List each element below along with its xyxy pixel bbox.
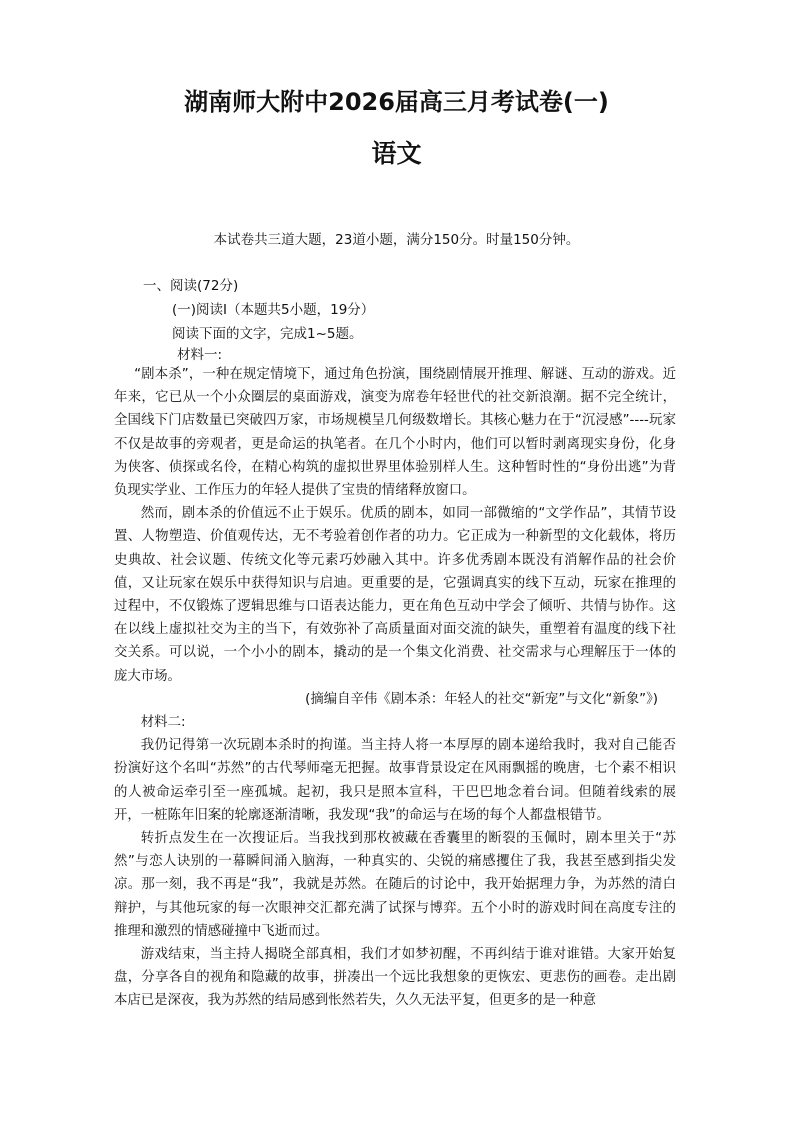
material2-paragraph: 游戏结束，当主持人揭晓全部真相，我们才如梦初醒，不再纠结于谁对谁错。大家开始复盘，分享各自的视角和隐藏的故事，拼凑出一个远比我想象的更恢宏、更悲伤的画卷。走出剧本店已是深夜，我为苏然的结局感到怅然若失，久久无法平复，但更多的是一种意 [114, 947, 676, 1009]
material2-paragraph: 转折点发生在一次搜证后。当我找到那枚被藏在香囊里的断裂的玉佩时，剧本里关于“苏然”与恋人诀别的一幕瞬间涌入脑海，一种真实的、尖锐的痛感攫住了我，我甚至感到指尖发凉。那一刻，我不再是“我”，我就是苏然。在随后的讨论中，我开始据理力争，为苏然的清白辩护，与其他玩家的每一次眼神交汇都充满了试探与博弈。五个小时的游戏时间在高度专注的推理和激烈的情感碰撞中飞逝而过。 [114, 831, 676, 939]
material1-source: (摘编自辛伟《剧本杀：年轻人的社交“新宠”与文化“新象”》) [305, 691, 658, 707]
exam-info: 本试卷共三道大题，23道小题，满分150分。时量150分钟。 [213, 232, 580, 248]
material1-paragraph: “剧本杀”，一种在规定情境下，通过角色扮演，围绕剧情展开推理、解谜、互动的游戏。近年来，它已从一个小众圈层的桌面游戏，演变为席卷年轻世代的社交新浪潮。据不完全统计，全国线下门店数量已突破四万家，市场规模呈几何级数增长。其核心魅力在于“沉浸感”----玩家不仅是故事的旁观者，更是命运的执笔者。在几个小时内，他们可以暂时剥离现实身份，化身为侠客、侦探或名伶，在精心构筑的虚拟世界里体验别样人生。这种暂时性的“身份出逃”为背负现实学业、工作压力的年轻人提供了宝贵的情绪释放窗口。 [114, 367, 676, 499]
material1-paragraph: 然而，剧本杀的价值远不止于娱乐。优质的剧本，如同一部微缩的“文学作品”，其情节设置、人物塑造、价值观传达，无不考验着创作者的功力。它正成为一种新型的文化载体，将历史典故、社会议题、传统文化等元素巧妙融入其中。许多优秀剧本既没有消解作品的社会价值，又让玩家在娱乐中获得知识与启迪。更重要的是，它强调真实的线下互动，玩家在推理的过程中，不仅锻炼了逻辑思维与口语表达能力，更在角色互动中学会了倾听、共情与协作。这在以线上虚拟社交为主的当下，有效弥补了高质量面对面交流的缺失，重塑着有温度的线下社交关系。可以说，一个小小的剧本，撬动的是一个集文化消费、社交需求与心理解压于一体的庞大市场。 [114, 506, 676, 684]
material2-label: 材料二: [140, 715, 186, 731]
reading-instruction: 阅读下面的文字，完成1~5题。 [172, 326, 363, 342]
section-heading: 一、阅读(72分) [143, 278, 239, 294]
subject-title: 语文 [371, 139, 422, 168]
reading-body [114, 363, 676, 1013]
material2-paragraph: 我仍记得第一次玩剧本杀时的拘谨。当主持人将一本厚厚的剧本递给我时，我对自己能否扮演好这个名叫“苏然”的古代琴师毫无把握。故事背景设定在风雨飘摇的晚唐，七个素不相识的人被命运牵引至一座孤城。起初，我只是照本宣科，干巴巴地念着台词。但随着线索的展开，一桩陈年旧案的轮廓逐渐清晰，我发现“我”的命运与在场的每个人都盘根错节。 [114, 738, 676, 823]
exam-title: 湖南师大附中2026届高三月考试卷(一) [184, 88, 609, 116]
material1-label: 材料一: [177, 347, 223, 363]
sub-section-heading: (一)阅读Ⅰ（本题共5小题，19分） [172, 302, 375, 318]
